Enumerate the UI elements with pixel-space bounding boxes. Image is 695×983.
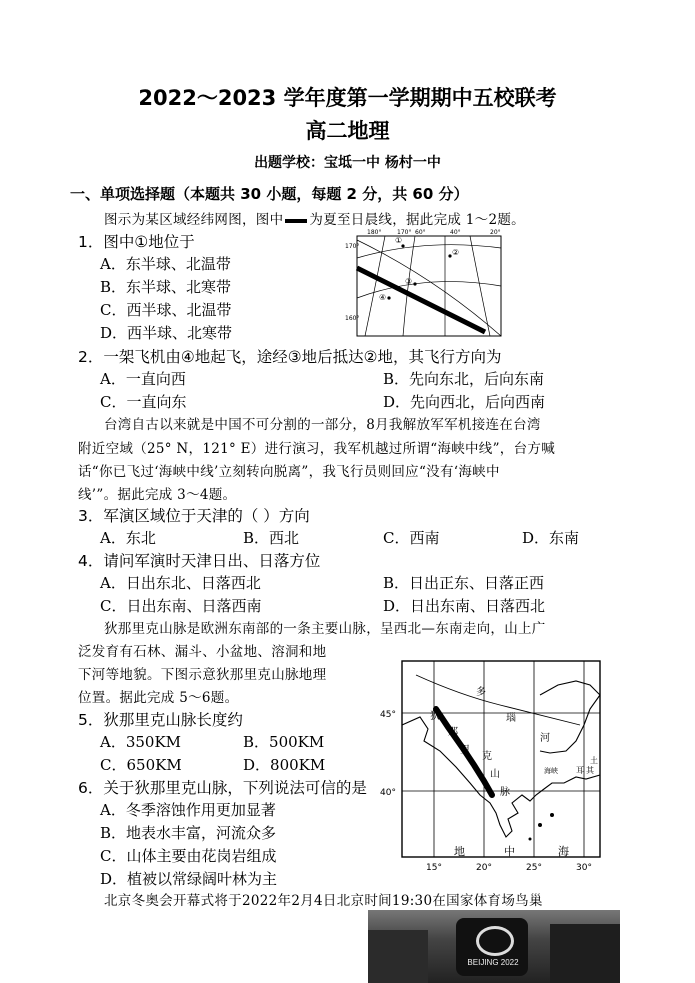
map2-lon-label: 20°	[476, 863, 492, 873]
q3-option-c: C．西南	[383, 529, 440, 547]
map2-lat-label: 40°	[380, 788, 396, 798]
q6-option-c: C．山体主要由花岗岩组成	[100, 847, 277, 865]
island	[550, 813, 554, 817]
map1-lat-label: 170°	[345, 243, 360, 250]
q4-option-d: D．日出东南、日落西北	[383, 597, 546, 615]
photo-building-left	[368, 930, 428, 983]
point-1-label: ①	[395, 236, 403, 245]
island	[538, 823, 542, 827]
dinaric-map	[380, 655, 605, 875]
passage3-line3: 下河等地貌。下图示意狄那里克山脉地理	[78, 667, 327, 683]
range-label: 那	[448, 727, 458, 738]
range-label: 里	[460, 745, 470, 756]
q6-option-d: D．植被以常绿阔叶林为主	[100, 870, 278, 888]
q1-option-b: B．东半球、北寒带	[100, 278, 232, 296]
turkey-label: 土	[590, 756, 598, 765]
danube-label: 瑙	[506, 713, 516, 724]
strait-label: 海峡	[544, 767, 558, 775]
map1-lon-label: 20°	[490, 229, 501, 236]
passage2-line4: 线’”。据此完成 3～4题。	[78, 487, 237, 503]
sea-label: 中	[504, 845, 515, 858]
q2-stem: 2．一架飞机由④地起飞，途经③地后抵达②地，其飞行方向为	[78, 348, 502, 366]
map2-lat-label: 45°	[380, 710, 396, 720]
map1-lon-label: 180°	[367, 229, 382, 236]
passage4-line1: 北京冬奥会开幕式将于2022年2月4日北京时间19:30在国家体育场鸟巢	[104, 893, 543, 909]
point-4-label: ④	[379, 293, 387, 302]
sea-label: 海	[558, 845, 569, 858]
q2-option-c: C．一直向东	[100, 393, 187, 411]
q4-option-a: A．日出东北、日落西北	[100, 574, 261, 592]
intro-1-before: 图示为某区域经纬网图，图中	[104, 212, 284, 228]
q5-option-d: D．800KM	[243, 756, 326, 774]
turkey-label: 其	[586, 766, 594, 775]
passage2-line3: 话“你已飞过‘海峡中线’立刻转向脱离”，我飞行员则回应“没有‘海峡中	[78, 464, 500, 480]
range-label: 克	[482, 751, 492, 762]
photo-caption: BEIJING 2022	[467, 958, 519, 967]
map1-lon-label: 40°	[450, 229, 461, 236]
q4-stem: 4．请问军演时天津日出、日落方位	[78, 552, 321, 570]
point-4-dot	[387, 296, 390, 299]
q3-option-a: A．东北	[100, 529, 156, 547]
q2-option-b: B．先向东北，后向东南	[383, 370, 545, 388]
q1-option-d: D．西半球、北寒带	[100, 324, 233, 342]
q1-option-a: A．东半球、北温带	[100, 255, 231, 273]
q2-option-a: A．一直向西	[100, 370, 186, 388]
q5-option-c: C．650KM	[100, 756, 182, 774]
q3-option-d: D．东南	[522, 529, 580, 547]
intro-1	[104, 208, 525, 228]
terminator-legend-line	[285, 219, 307, 223]
winter-olympics-photo	[368, 910, 620, 983]
point-3-label: ③	[405, 277, 413, 286]
map2-lon-label: 25°	[526, 863, 542, 873]
danube-label: 多	[476, 687, 486, 698]
q4-option-b: B．日出正东、日落正西	[383, 574, 545, 592]
point-3-dot	[413, 282, 416, 285]
passage2-line2: 附近空域（25° N，121° E）进行演习，我军机越过所谓“海峡中线”，台方喊	[78, 441, 555, 457]
longitude-line	[365, 236, 385, 336]
q2-option-d: D．先向西北，后向西南	[383, 393, 546, 411]
passage3-line2: 泛发育有石林、漏斗、小盆地、溶洞和地	[78, 644, 327, 660]
q6-stem: 6．关于狄那里克山脉，下列说法可信的是	[78, 779, 367, 797]
q5-stem: 5．狄那里克山脉长度约	[78, 711, 243, 729]
map2-lon-label: 15°	[426, 863, 442, 873]
q4-option-c: C．日出东南、日落西南	[100, 597, 262, 615]
section-title: 一、单项选择题（本题共 30 小题，每题 2 分，共 60 分）	[70, 185, 469, 203]
longitude-line	[403, 236, 415, 336]
passage3-line4: 位置。据此完成 5～6题。	[78, 690, 239, 706]
exam-subject: 高二地理	[305, 119, 390, 143]
q5-option-b: B．500KM	[243, 733, 325, 751]
q6-option-b: B．地表水丰富，河流众多	[100, 824, 277, 842]
intro-1-after: 为夏至日晨线，据此完成 1～2题。	[309, 212, 525, 228]
q6-option-a: A．冬季溶蚀作用更加显著	[100, 801, 276, 819]
passage2-line1: 台湾自古以来就是中国不可分割的一部分，8月我解放军军机接连在台湾	[104, 417, 541, 433]
range-label: 脉	[500, 787, 510, 798]
q3-stem: 3．军演区域位于天津的（ ）方向	[78, 507, 310, 525]
arc-line	[357, 240, 501, 336]
longitude-line	[470, 236, 490, 336]
danube-label: 河	[540, 733, 550, 744]
range-label: 山	[490, 769, 500, 780]
olympic-emblem-icon	[476, 926, 514, 956]
exam-title: 2022～2023 学年度第一学期期中五校联考	[138, 86, 557, 110]
map2-lon-label: 30°	[576, 863, 592, 873]
terminator-line	[357, 268, 485, 332]
map1-lon-label: 60°	[415, 229, 426, 236]
map1-lon-label: 170°	[397, 229, 412, 236]
q3-option-b: B．西北	[243, 529, 300, 547]
q5-option-a: A．350KM	[100, 733, 182, 751]
map1-lat-label: 160°	[345, 315, 360, 322]
turkey-label: 耳	[576, 766, 584, 775]
exam-school: 出题学校：宝坻一中 杨村一中	[254, 155, 441, 171]
island	[529, 838, 532, 841]
range-label: 狄	[430, 711, 440, 722]
passage3-line1: 狄那里克山脉是欧洲东南部的一条主要山脉，呈西北—东南走向，山上广	[104, 621, 546, 637]
q1-option-c: C．西半球、北温带	[100, 301, 232, 319]
q1-stem: 1．图中①地位于	[78, 233, 195, 251]
point-2-label: ②	[452, 248, 460, 257]
sea-label: 地	[454, 845, 465, 858]
graticule-map	[345, 228, 505, 340]
photo-building-right	[550, 924, 620, 983]
